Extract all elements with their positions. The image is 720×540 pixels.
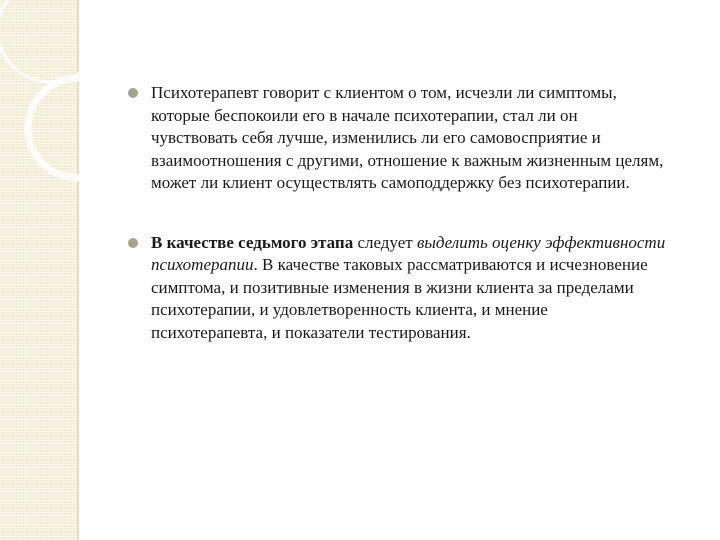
slide-content [128,82,668,381]
bullet-dot-icon [128,238,138,248]
bullet-item-2 [128,232,668,345]
bullet-2-italic-phrase: выделить оценку эффективности психотерапии [151,232,666,274]
bullet-item-1 [128,82,668,195]
bullet-dot-icon [128,88,138,98]
bullet-2-bold-phrase: В качестве седьмого этапа [151,232,354,252]
bullet-2-text-1: следует [353,232,417,252]
bullet-2-text-2: . В качестве таковых рассматриваются и исчезновение симптома, и позитивные изменения в жизни клиента за пределами психотерапии, и удовлетворенность клиента, и мнение психотерапевта, и показатели тестирования. [151,255,648,342]
bullet-text-2 [151,232,668,345]
side-panel-divider [77,0,79,540]
decorative-side-panel [0,0,77,540]
bullet-text-1: Психотерапевт говорит с клиентом о том, исчезли ли симптомы, которые беспокоили его в начале психотерапии, стал ли он чувствовать себя лучше, изменились ли его самовосприятие и взаимоотношения с другими, отношение к важным жизненным целям, может ли клиент осуществлять самоподдержку без психотерапии. [151,83,664,192]
